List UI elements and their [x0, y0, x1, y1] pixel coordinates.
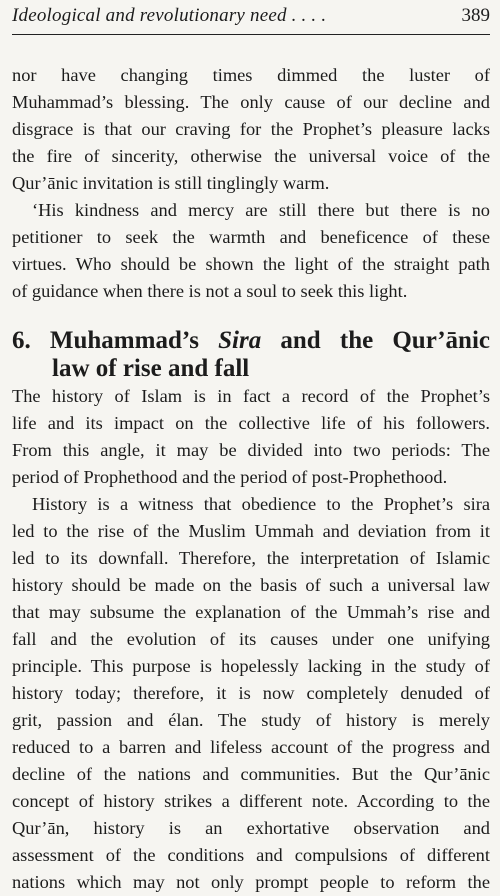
text-line: fall and the evolution of its causes under one unifying: [12, 629, 490, 649]
text-line: period of Prophethood and the period of post-Prophethood.: [12, 467, 448, 487]
text-line: The history of Islam is in fact a record of the Prophet’s: [12, 386, 490, 406]
running-head-title: Ideological and revolutionary need . . . .: [12, 5, 327, 26]
text-line: Muhammad’s blessing. The only cause of our decline and: [12, 92, 490, 112]
text-line: led to its downfall. Therefore, the interpretation of Islamic: [12, 548, 490, 568]
text-line: decline of the nations and communities. But the Qur’ānic: [12, 764, 490, 784]
section-heading-line-2: law of rise and fall: [52, 355, 250, 382]
body-text: [12, 62, 490, 896]
page-number: 389: [461, 5, 490, 26]
text-line: principle. This purpose is hopelessly lacking in the study of: [12, 656, 490, 676]
text-line: the fire of sincerity, otherwise the universal voice of the: [12, 146, 490, 166]
text-line: nor have changing times dimmed the luster of: [12, 65, 490, 85]
text-line: of guidance when there is not a soul to seek this light.: [12, 281, 408, 301]
text-line: Qur’ānic invitation is still tinglingly warm.: [12, 173, 330, 193]
text-line: ‘His kindness and mercy are still there but there is no: [32, 200, 490, 220]
section-heading-part-1: Muhammad’s: [49, 327, 199, 354]
text-line: led to the rise of the Muslim Ummah and deviation from it: [12, 521, 490, 541]
text-line: grit, passion and élan. The study of history is merely: [12, 710, 490, 730]
text-line: history should be made on the basis of such a universal law: [12, 575, 490, 595]
running-head: [12, 0, 490, 35]
text-line: assessment of the conditions and compulsions of different: [12, 845, 490, 865]
text-line: From this angle, it may be divided into two periods: The: [12, 440, 490, 460]
text-line: Qur’ān, history is an exhortative observation and: [12, 818, 490, 838]
section-heading-italic: Sira: [218, 327, 262, 354]
paragraph-2: [12, 197, 490, 305]
text-line: history today; therefore, it is now completely denuded of: [12, 683, 490, 703]
paragraph-4: [12, 491, 490, 896]
section-number: 6.: [12, 327, 31, 354]
section-heading-part-2: and the Qur’ānic: [280, 327, 491, 354]
paragraph-3: [12, 383, 490, 491]
section-heading: [12, 327, 490, 383]
section-heading-line-1: [12, 327, 490, 355]
text-line: virtues. Who should be shown the light of the straight path: [12, 254, 490, 274]
text-line: life and its impact on the collective life of his followers.: [12, 413, 490, 433]
text-line: disgrace is that our craving for the Prophet’s pleasure lacks: [12, 119, 490, 139]
text-line: that may subsume the explanation of the Ummah’s rise and: [12, 602, 490, 622]
text-line: nations which may not only prompt people to reform the: [12, 872, 490, 892]
paragraph-1: [12, 62, 490, 197]
text-line: History is a witness that obedience to the Prophet’s sira: [32, 494, 490, 514]
text-line: concept of history strikes a different note. According to the: [12, 791, 490, 811]
text-line: petitioner to seek the warmth and beneficence of these: [12, 227, 490, 247]
text-line: reduced to a barren and lifeless account of the progress and: [12, 737, 490, 757]
